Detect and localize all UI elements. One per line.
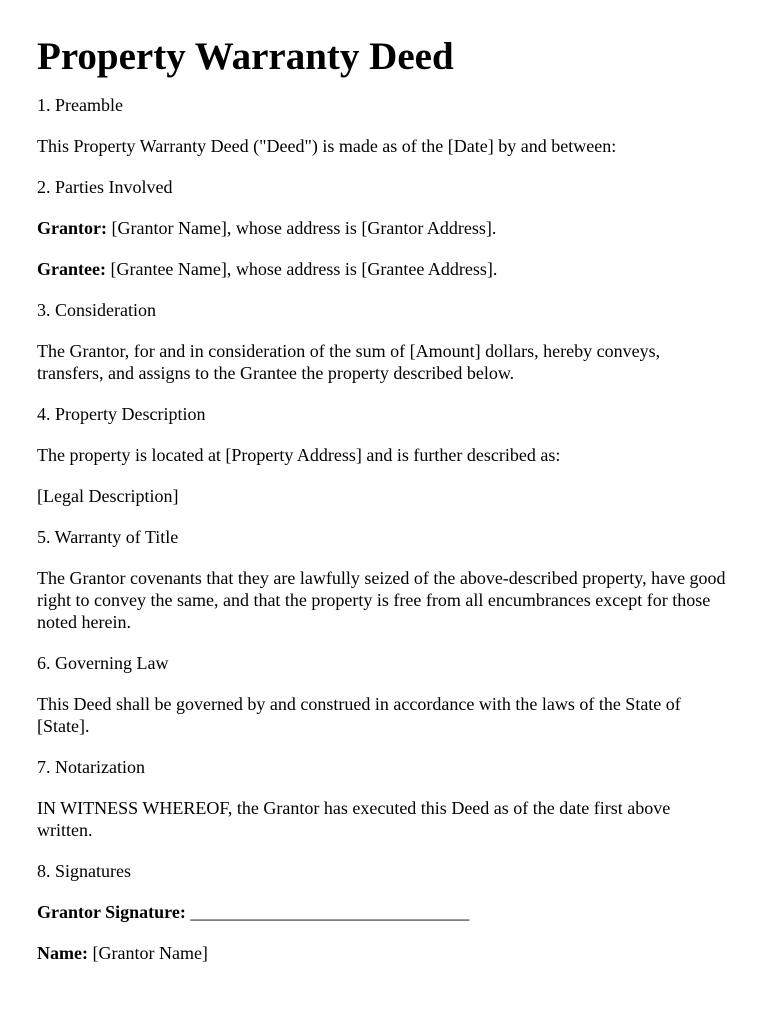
consideration-text: The Grantor, for and in consideration of the sum of [Amount] dollars, hereby conveys, transfers, and assigns to the Grantee the property described below. — [37, 341, 661, 383]
preamble-text: This Property Warranty Deed ("Deed") is made as of the [Date] by and between: — [37, 136, 617, 156]
grantee-line — [37, 258, 730, 280]
consideration-heading: 3. Consideration — [37, 300, 156, 320]
signature-blank: _______________________________ — [185, 902, 470, 922]
property-description-heading: 4. Property Description — [37, 404, 206, 424]
grantee-label: Grantee: — [37, 259, 106, 279]
grantor-signature-label: Grantor Signature: — [37, 902, 186, 922]
governing-law-heading: 6. Governing Law — [37, 653, 169, 673]
grantee-text: [Grantee Name], whose address is [Grantee Address]. — [105, 259, 498, 279]
name-label: Name: — [37, 943, 88, 963]
legal-description: [Legal Description] — [37, 486, 179, 506]
governing-law-text: This Deed shall be governed by and construed in accordance with the laws of the State of [State]. — [37, 694, 681, 736]
notarization-heading: 7. Notarization — [37, 757, 145, 777]
document-title: Property Warranty Deed — [37, 35, 454, 78]
signatures-heading: 8. Signatures — [37, 861, 131, 881]
warranty-heading: 5. Warranty of Title — [37, 527, 179, 547]
grantor-label: Grantor: — [37, 218, 107, 238]
preamble-heading: 1. Preamble — [37, 95, 123, 115]
notarization-text: IN WITNESS WHEREOF, the Grantor has executed this Deed as of the date first above written. — [37, 798, 671, 840]
grantor-text: [Grantor Name], whose address is [Grantor Address]. — [106, 218, 497, 238]
grantor-signature-line — [37, 901, 730, 923]
name-line — [37, 942, 730, 964]
name-value: [Grantor Name] — [87, 943, 208, 963]
parties-heading: 2. Parties Involved — [37, 177, 173, 197]
warranty-text: The Grantor covenants that they are lawfully seized of the above-described property, have good right to convey the same, and that the property is free from all encumbrances except for those noted herein. — [37, 568, 726, 632]
grantor-line — [37, 217, 730, 239]
property-description-text: The property is located at [Property Address] and is further described as: — [37, 445, 561, 465]
